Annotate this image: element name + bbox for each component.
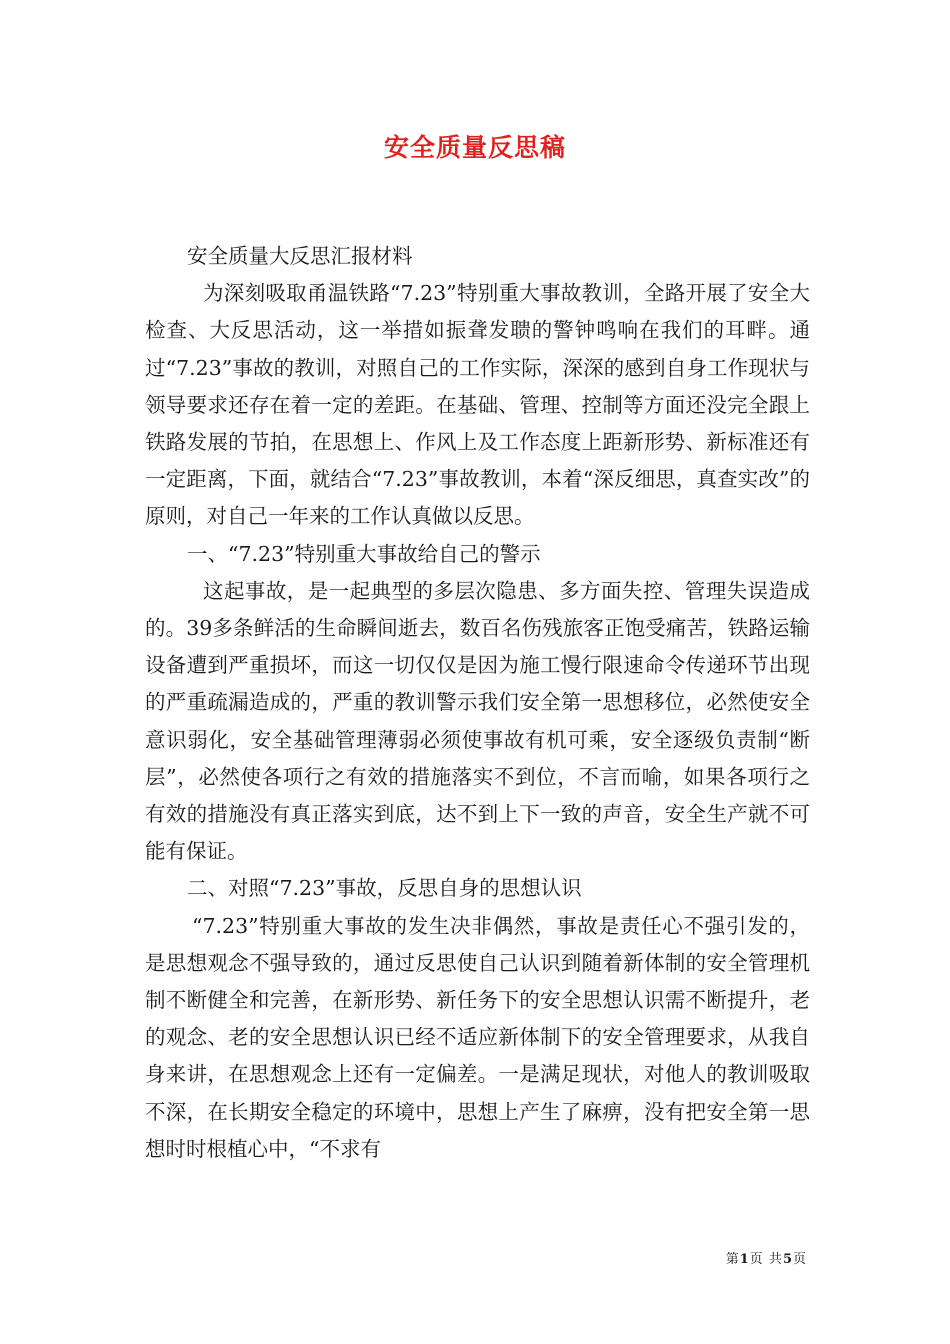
document-title: 安全质量反思稿 — [383, 133, 566, 162]
document-body — [145, 238, 810, 1168]
section-heading-1: 一、“7.23”特别重大事故给自己的警示 — [187, 541, 541, 566]
paragraph-section-2: “7.23”特别重大事故的发生决非偶然，事故是责任心不强引发的，是思想观念不强导致的，通过反思使自己认识到随着新体制的安全管理机制不断健全和完善，在新形势、新任务下的安全思想认识需不断提升，老的观念、老的安全思想认识已经不适应新体制下的安全管理要求，从我自身来讲，在思想观念上还有一定偏差。一是满足现状，对他人的教训吸取不深，在长期安全稳定的环境中，思想上产生了麻痹，没有把安全第一思想时时根植心中，“不求有 — [145, 913, 810, 1161]
paragraph-intro: 为深刻吸取甬温铁路“7.23”特别重大事故教训，全路开展了安全大检查、大反思活动，这一举措如振聋发聩的警钟鸣响在我们的耳畔。通过“7.23”事故的教训，对照自己的工作实际，深深的感到自身工作现状与领导要求还存在着一定的差距。在基础、管理、控制等方面还没完全跟上铁路发展的节拍，在思想上、作风上及工作态度上距新形势、新标准还有一定距离，下面，就结合“7.23”事故教训，本着“深反细思，真查实改”的原则，对自己一年来的工作认真做以反思。 — [145, 281, 810, 529]
section-heading-2: 二、对照“7.23”事故，反思自身的思想认识 — [187, 876, 582, 901]
footer-page-number: 1 — [739, 1252, 750, 1267]
footer-suffix: 页 — [792, 1252, 807, 1267]
footer-middle: 页 共 — [749, 1252, 783, 1267]
footer-prefix: 第 — [725, 1252, 740, 1267]
page-number-footer — [726, 1248, 807, 1267]
paragraph-subtitle: 安全质量大反思汇报材料 — [187, 244, 413, 268]
footer-total-pages: 5 — [782, 1252, 793, 1267]
paragraph-section-1: 这起事故，是一起典型的多层次隐患、多方面失控、管理失误造成的。39多条鲜活的生命瞬间逝去，数百名伤残旅客正饱受痛苦，铁路运输设备遭到严重损坏，而这一切仅仅是因为施工慢行限速命令传递环节出现的严重疏漏造成的，严重的教训警示我们安全第一思想移位，必然使安全意识弱化，安全基础管理薄弱必须使事故有机可乘，安全逐级负责制“断层”，必然使各项行之有效的措施落实不到位，不言而喻，如果各项行之有效的措施没有真正落实到底，达不到上下一致的声音，安全生产就不可能有保证。 — [145, 578, 810, 864]
